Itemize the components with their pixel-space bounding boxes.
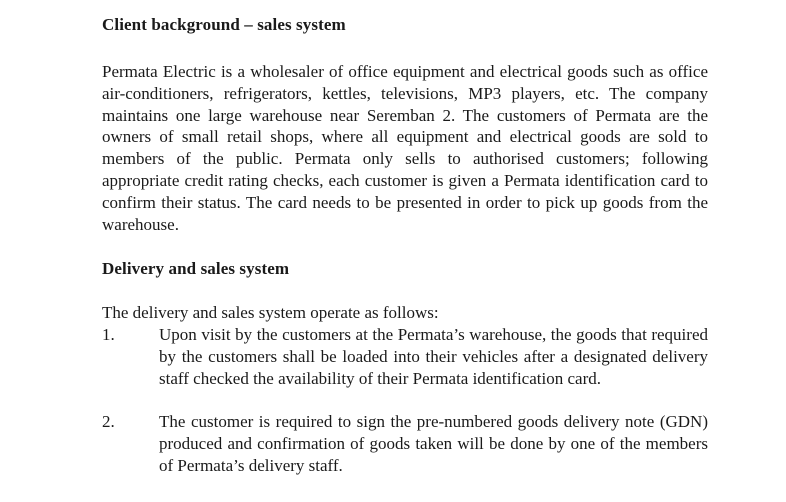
list-item-text: Upon visit by the customers at the Permata’s warehouse, the goods that required by the customers shall be loaded into their vehicles after a designated delivery staff checked the availability of their Permata identification card. [159, 325, 708, 388]
list-item-text: The customer is required to sign the pre-numbered goods delivery note (GDN) produced and confirmation of goods taken will be done by one of the members of Permata’s delivery staff. [159, 412, 708, 475]
section-heading-delivery-sales: Delivery and sales system [102, 259, 290, 278]
list-item [102, 411, 708, 476]
list-item-number: 1. [102, 325, 115, 344]
list-item [102, 324, 708, 389]
section-heading-client-background: Client background – sales system [102, 15, 346, 34]
client-background-paragraph: Permata Electric is a wholesaler of office equipment and electrical goods such as office air-conditioners, refrigerators, kettles, televisions, MP3 players, etc. The company maintains one large warehouse near Seremban 2. The customers of Permata are the owners of small retail shops, where all equipment and electrical goods are sold to members of the public. Permata only sells to authorised customers; following appropriate credit rating checks, each customer is given a Permata identification card to confirm their status. The card needs to be presented in order to pick up goods from the warehouse. [102, 62, 708, 234]
list-item-number: 2. [102, 412, 115, 431]
delivery-intro-text: The delivery and sales system operate as follows: [102, 303, 439, 322]
